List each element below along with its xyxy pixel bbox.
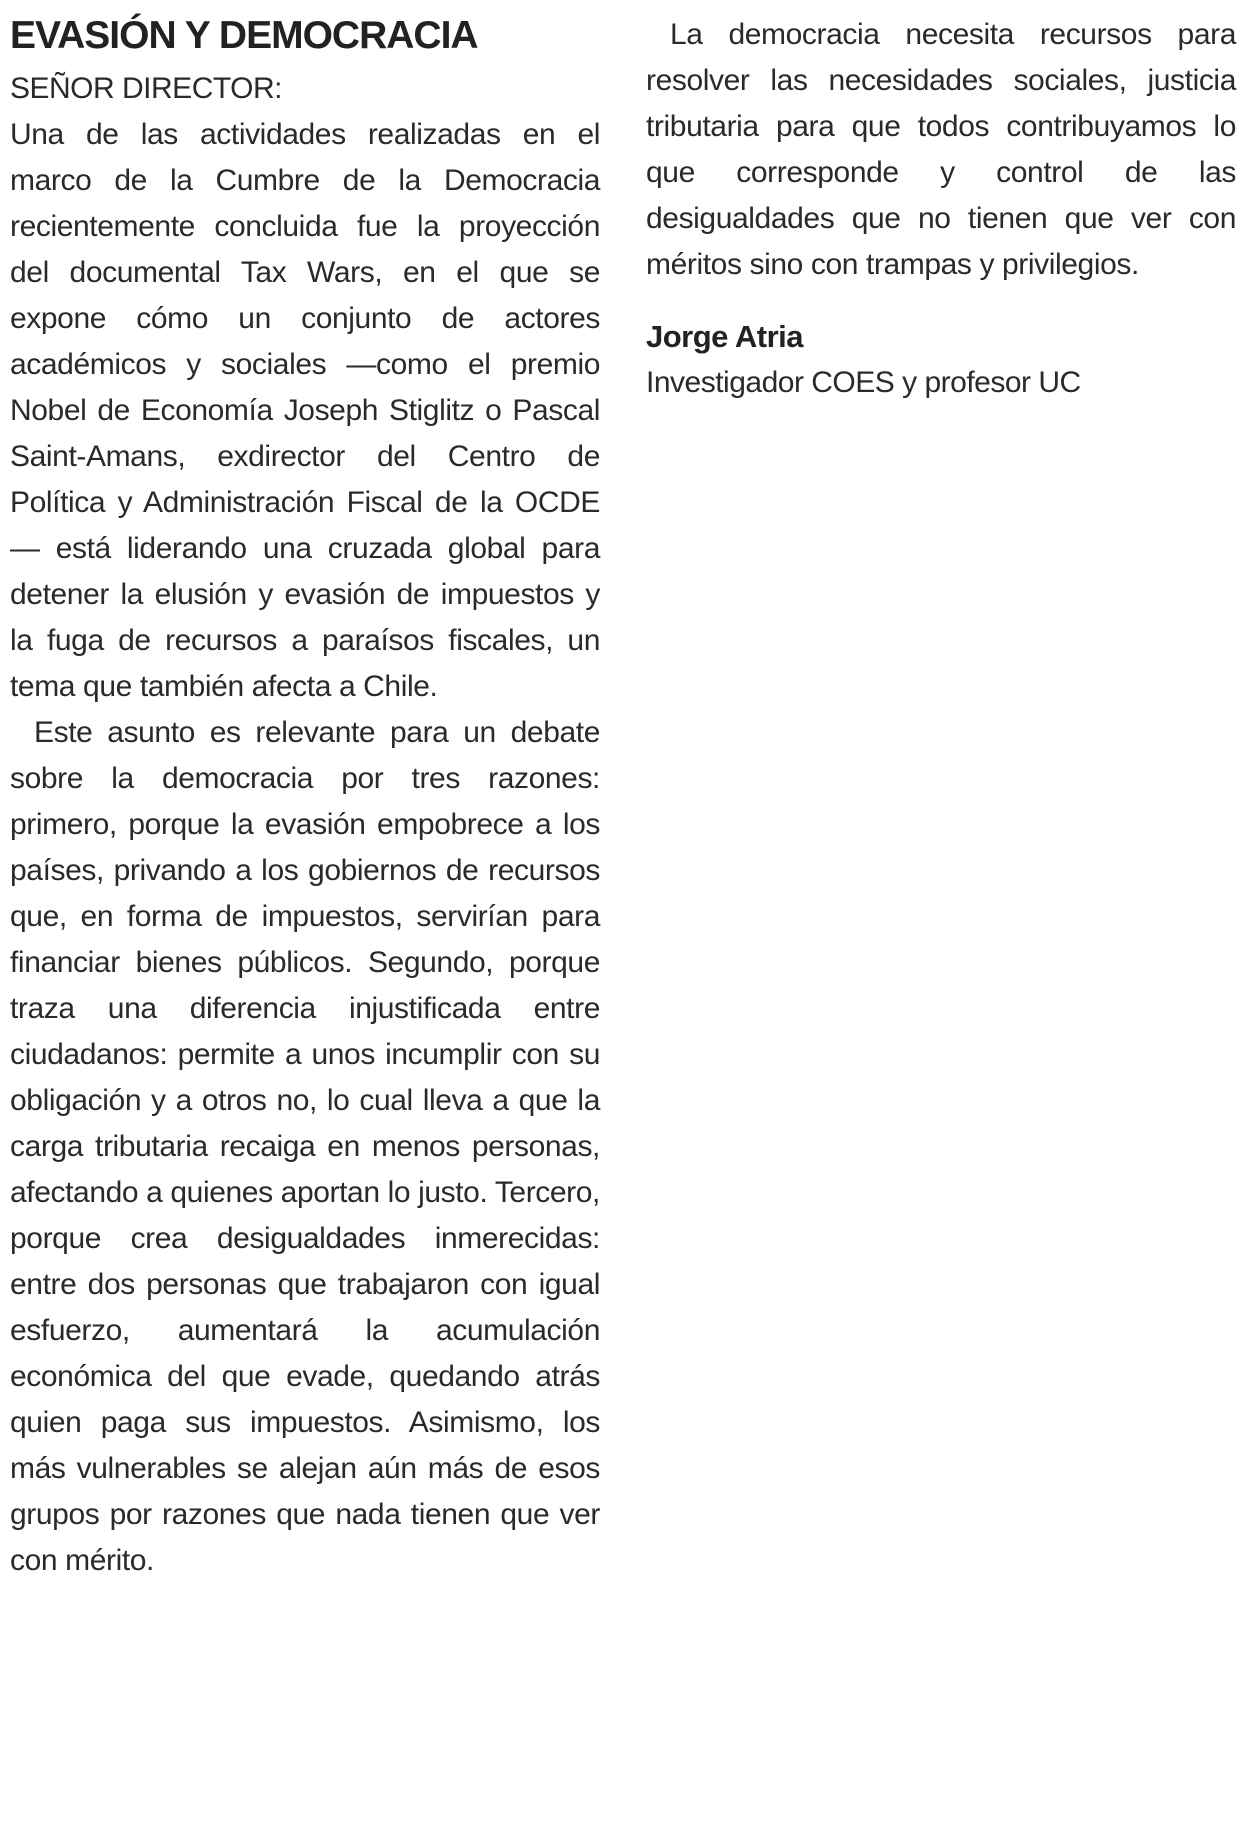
headline: EVASIÓN Y DEMOCRACIA — [10, 14, 478, 57]
author-name: Jorge Atria — [646, 319, 804, 354]
author-affiliation: Investigador COES y profesor UC — [646, 366, 1081, 399]
salutation: SEÑOR DIRECTOR: — [10, 72, 282, 105]
paragraph-1: Una de las actividades realizadas en el marco de la Cumbre de la Democracia recientemente concluida fue la proyección del documental Tax Wars, en el que se expone cómo un conjunto de actores académicos y sociales —como el premio Nobel de Economía Joseph Stiglitz o Pascal Saint-Amans, exdirector del Centro de Política y Administración Fiscal de la OCDE— está liderando una cruzada global para detener la elusión y evasión de impuestos y la fuga de recursos a paraísos fiscales, un tema que también afecta a Chile. — [10, 118, 600, 703]
paragraph-3: La democracia necesita recursos para resolver las necesidades sociales, justicia tributaria para que todos contribuyamos lo que corresponde y control de las desigualdades que no tienen que ver con méritos sino con trampas y privilegios. — [646, 18, 1236, 281]
paragraph-2: Este asunto es relevante para un debate sobre la democracia por tres razones: primero, porque la evasión empobrece a los países, privando a los gobiernos de recursos que, en forma de impuestos, servirían para financiar bienes públicos. Segundo, porque traza una diferencia injustificada entre ciudadanos: permite a unos incumplir con su obligación y a otros no, lo cual lleva a que la carga tributaria recaiga en menos personas, afectando a quienes aportan lo justo. Tercero, porque crea desigualdades inmerecidas: entre dos personas que trabajaron con igual esfuerzo, aumentará la acumulación económica del que evade, quedando atrás quien paga sus impuestos. Asimismo, los más vulnerables se alejan aún más de esos grupos por razones que nada tienen que ver con mérito. — [10, 716, 600, 1577]
left-column — [10, 12, 600, 1584]
right-column — [646, 12, 1236, 406]
signature-block — [646, 314, 1236, 406]
